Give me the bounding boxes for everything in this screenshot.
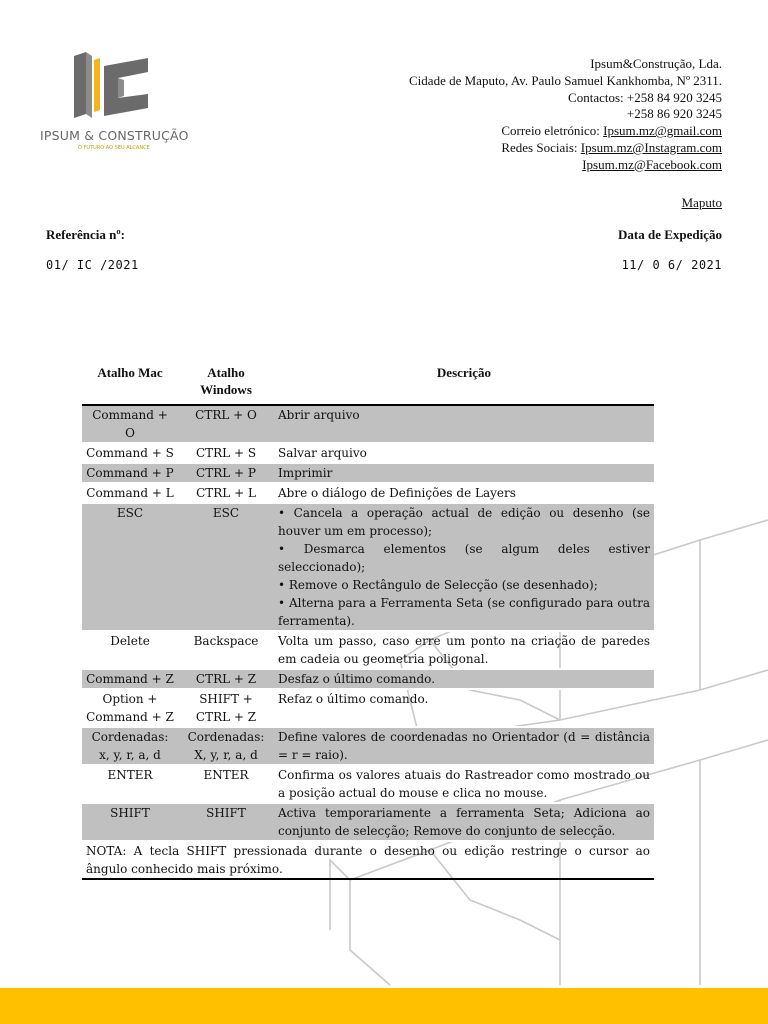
cell-desc: Define valores de coordenadas no Orientador (d = distância = r = raio).	[274, 727, 654, 765]
cell-win: Backspace	[178, 631, 274, 669]
logo-name: IPSUM & CONSTRUÇÃO	[40, 128, 189, 143]
cell-mac: Delete	[82, 631, 178, 669]
cell-desc: Desfaz o último comando.	[274, 669, 654, 689]
reference-value: 01/ IC /2021	[46, 258, 139, 272]
cell-win: SHIFT	[178, 803, 274, 841]
phone-2: +258 86 920 3245	[626, 106, 722, 122]
cell-win: CTRL + O	[178, 405, 274, 443]
logo-slogan: O FUTURO AO SEU ALCANCE	[78, 145, 150, 151]
cell-mac: Command + S	[82, 443, 178, 463]
footer-bar	[0, 988, 768, 1024]
cell-win: ENTER	[178, 765, 274, 803]
email-line	[409, 123, 722, 140]
cell-desc: Activa temporariamente a ferramenta Seta; Adiciona ao conjunto de selecção; Remove do conjunto de selecção.	[274, 803, 654, 841]
issue-date-value: 11/ 0 6/ 2021	[621, 258, 722, 272]
table-row	[82, 765, 654, 803]
cell-win: CTRL + P	[178, 463, 274, 483]
company-info	[409, 56, 722, 174]
shortcuts-table	[82, 360, 654, 880]
cell-win: ESC	[178, 503, 274, 631]
logo-mark-icon	[68, 52, 158, 122]
cell-desc: Imprimir	[274, 463, 654, 483]
cell-win: Cordenadas: X, y, r, a, d	[178, 727, 274, 765]
issue-date-label: Data de Expedição	[618, 227, 722, 242]
city-name: Maputo	[681, 195, 722, 210]
table-row	[82, 483, 654, 503]
cell-desc: Abrir arquivo	[274, 405, 654, 443]
cell-mac: SHIFT	[82, 803, 178, 841]
table-row	[82, 669, 654, 689]
company-name: Ipsum&Construção, Lda.	[590, 56, 722, 71]
cell-win: CTRL + L	[178, 483, 274, 503]
cell-desc: • Cancela a operação actual de edição ou desenho (se houver um em processo); • Desmarca elementos (se algum deles estiver seleccionado); • Remove o Rectângulo de Selecção (se desenhado); • Alterna para a Ferramenta Seta (se configurado para outra ferramenta).	[274, 503, 654, 631]
facebook-link[interactable]: Ipsum.mz@Facebook.com	[582, 156, 722, 172]
table-row	[82, 463, 654, 483]
table-row	[82, 727, 654, 765]
table-row	[82, 803, 654, 841]
company-logo	[40, 52, 190, 151]
cell-mac: Command + L	[82, 483, 178, 503]
reference-label: Referência nº:	[46, 227, 126, 242]
header-description: Descrição	[274, 360, 654, 405]
table-row	[82, 631, 654, 669]
table-note-row	[82, 841, 654, 879]
header-windows: Atalho Windows	[178, 360, 274, 405]
cell-mac: ENTER	[82, 765, 178, 803]
phone-1: +258 84 920 3245	[626, 89, 722, 105]
cell-mac: Command + O	[82, 405, 178, 443]
contacts-line	[409, 90, 722, 107]
email-link[interactable]: Ipsum.mz@gmail.com	[603, 123, 722, 139]
company-address: Cidade de Maputo, Av. Paulo Samuel Kankhomba, Nº 2311.	[409, 72, 722, 88]
cell-win: SHIFT + CTRL + Z	[178, 689, 274, 727]
social-line	[409, 140, 722, 157]
table-row	[82, 689, 654, 727]
cell-mac: Command + Z	[82, 669, 178, 689]
table-row	[82, 405, 654, 443]
cell-desc: Abre o diálogo de Definições de Layers	[274, 483, 654, 503]
email-label: Correio eletrónico:	[501, 123, 604, 139]
cell-desc: Confirma os valores atuais do Rastreador como mostrado ou a posição actual do mouse e clica no mouse.	[274, 765, 654, 803]
cell-win: CTRL + S	[178, 443, 274, 463]
table-note: NOTA: A tecla SHIFT pressionada durante o desenho ou edição restringe o cursor ao ângulo conhecido mais próximo.	[82, 841, 654, 879]
cell-mac: Cordenadas: x, y, r, a, d	[82, 727, 178, 765]
table-header-row	[82, 360, 654, 405]
instagram-link[interactable]: Ipsum.mz@Instagram.com	[580, 139, 722, 155]
cell-mac: ESC	[82, 503, 178, 631]
header-mac: Atalho Mac	[82, 360, 178, 405]
cell-desc: Salvar arquivo	[274, 443, 654, 463]
cell-mac: Option + Command + Z	[82, 689, 178, 727]
table-row	[82, 443, 654, 463]
table-body	[82, 405, 654, 879]
cell-mac: Command + P	[82, 463, 178, 483]
table-row	[82, 503, 654, 631]
cell-win: CTRL + Z	[178, 669, 274, 689]
cell-desc: Volta um passo, caso erre um ponto na criação de paredes em cadeia ou geometria poligonal.	[274, 631, 654, 669]
social-label: Redes Sociais:	[501, 139, 581, 155]
contacts-label: Contactos:	[568, 89, 627, 105]
cell-desc: Refaz o último comando.	[274, 689, 654, 727]
